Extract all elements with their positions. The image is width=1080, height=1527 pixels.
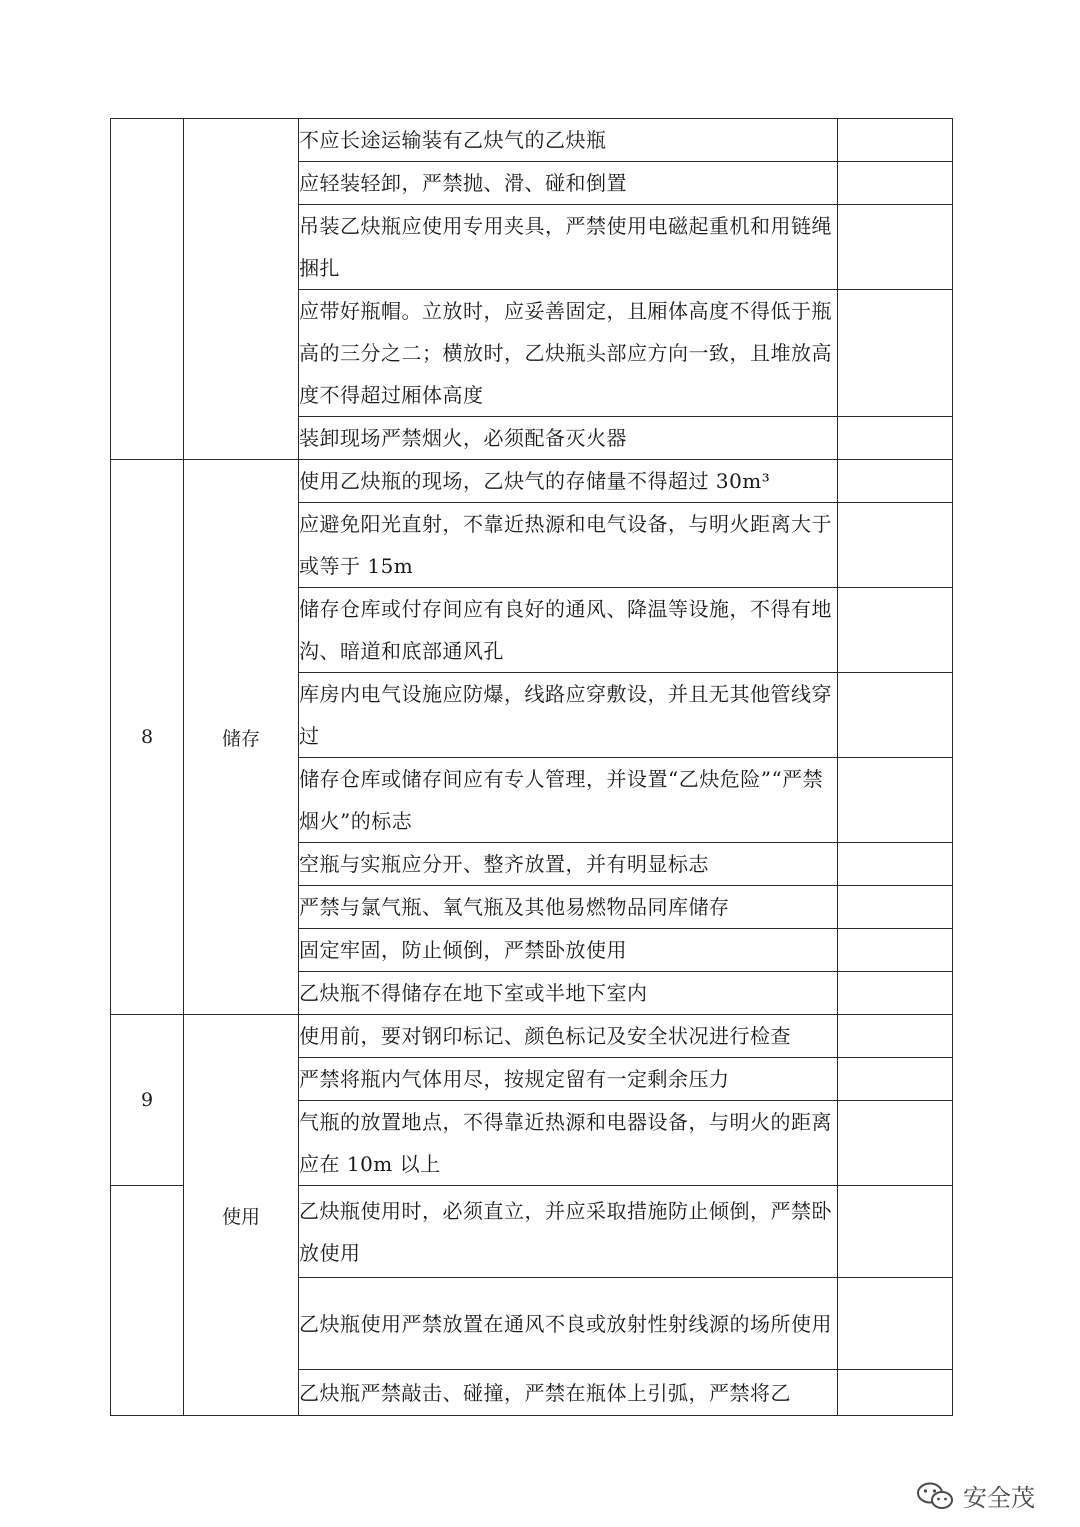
check-cell[interactable] xyxy=(838,1278,953,1370)
requirement-text: 乙炔瓶使用时，必须直立，并应采取措施防止倾倒，严禁卧放使用 xyxy=(299,1186,838,1278)
section-category: 使用 xyxy=(184,1015,299,1416)
table-row xyxy=(111,119,953,162)
check-cell[interactable] xyxy=(838,503,953,588)
requirement-text: 空瓶与实瓶应分开、整齐放置，并有明显标志 xyxy=(299,843,838,886)
requirement-text: 使用前，要对钢印标记、颜色标记及安全状况进行检查 xyxy=(299,1015,838,1058)
requirement-text: 严禁将瓶内气体用尽，按规定留有一定剩余压力 xyxy=(299,1058,838,1101)
watermark xyxy=(915,1478,1035,1513)
check-cell[interactable] xyxy=(838,1370,953,1416)
category-cell xyxy=(184,119,299,460)
check-cell[interactable] xyxy=(838,1101,953,1186)
watermark-text: 安全茂 xyxy=(963,1484,1035,1512)
requirement-text: 应避免阳光直射，不靠近热源和电气设备，与明火距离大于或等于 15m xyxy=(299,503,838,588)
requirement-text: 应带好瓶帽。立放时，应妥善固定，且厢体高度不得低于瓶高的三分之二；横放时，乙炔瓶头部应方向一致，且堆放高度不得超过厢体高度 xyxy=(299,290,838,417)
requirement-text: 储存仓库或储存间应有专人管理，并设置“乙炔危险”“严禁烟火”的标志 xyxy=(299,758,838,843)
requirement-text: 使用乙炔瓶的现场，乙炔气的存储量不得超过 30m³ xyxy=(299,460,838,503)
requirement-text: 库房内电气设施应防爆，线路应穿敷设，并且无其他管线穿过 xyxy=(299,673,838,758)
requirement-text: 固定牢固，防止倾倒，严禁卧放使用 xyxy=(299,929,838,972)
table-row xyxy=(111,460,953,503)
check-cell[interactable] xyxy=(838,843,953,886)
check-cell[interactable] xyxy=(838,972,953,1015)
number-cell xyxy=(111,1186,184,1416)
check-cell[interactable] xyxy=(838,205,953,290)
check-cell[interactable] xyxy=(838,417,953,460)
requirement-text: 装卸现场严禁烟火，必须配备灭火器 xyxy=(299,417,838,460)
requirement-text: 气瓶的放置地点，不得靠近热源和电器设备，与明火的距离应在 10m 以上 xyxy=(299,1101,838,1186)
section-number: 9 xyxy=(111,1015,184,1186)
check-cell[interactable] xyxy=(838,460,953,503)
wechat-icon xyxy=(915,1481,955,1511)
check-cell[interactable] xyxy=(838,119,953,162)
requirement-text: 应轻装轻卸，严禁抛、滑、碰和倒置 xyxy=(299,162,838,205)
requirement-text: 乙炔瓶不得储存在地下室或半地下室内 xyxy=(299,972,838,1015)
requirement-text: 不应长途运输装有乙炔气的乙炔瓶 xyxy=(299,119,838,162)
requirement-text: 吊装乙炔瓶应使用专用夹具，严禁使用电磁起重机和用链绳捆扎 xyxy=(299,205,838,290)
check-cell[interactable] xyxy=(838,886,953,929)
requirement-text: 乙炔瓶严禁敲击、碰撞，严禁在瓶体上引弧，严禁将乙 xyxy=(299,1370,838,1416)
check-cell[interactable] xyxy=(838,162,953,205)
check-cell[interactable] xyxy=(838,673,953,758)
number-cell xyxy=(111,119,184,460)
safety-checklist-table xyxy=(110,118,953,1416)
check-cell[interactable] xyxy=(838,290,953,417)
table-row xyxy=(111,1015,953,1058)
requirement-text: 乙炔瓶使用严禁放置在通风不良或放射性射线源的场所使用 xyxy=(299,1278,838,1370)
requirement-text: 储存仓库或付存间应有良好的通风、降温等设施，不得有地沟、暗道和底部通风孔 xyxy=(299,588,838,673)
section-number: 8 xyxy=(111,460,184,1015)
requirement-text: 严禁与氯气瓶、氧气瓶及其他易燃物品同库储存 xyxy=(299,886,838,929)
check-cell[interactable] xyxy=(838,1015,953,1058)
check-cell[interactable] xyxy=(838,1058,953,1101)
section-category: 储存 xyxy=(184,460,299,1015)
check-cell[interactable] xyxy=(838,929,953,972)
check-cell[interactable] xyxy=(838,1186,953,1278)
check-cell[interactable] xyxy=(838,758,953,843)
check-cell[interactable] xyxy=(838,588,953,673)
